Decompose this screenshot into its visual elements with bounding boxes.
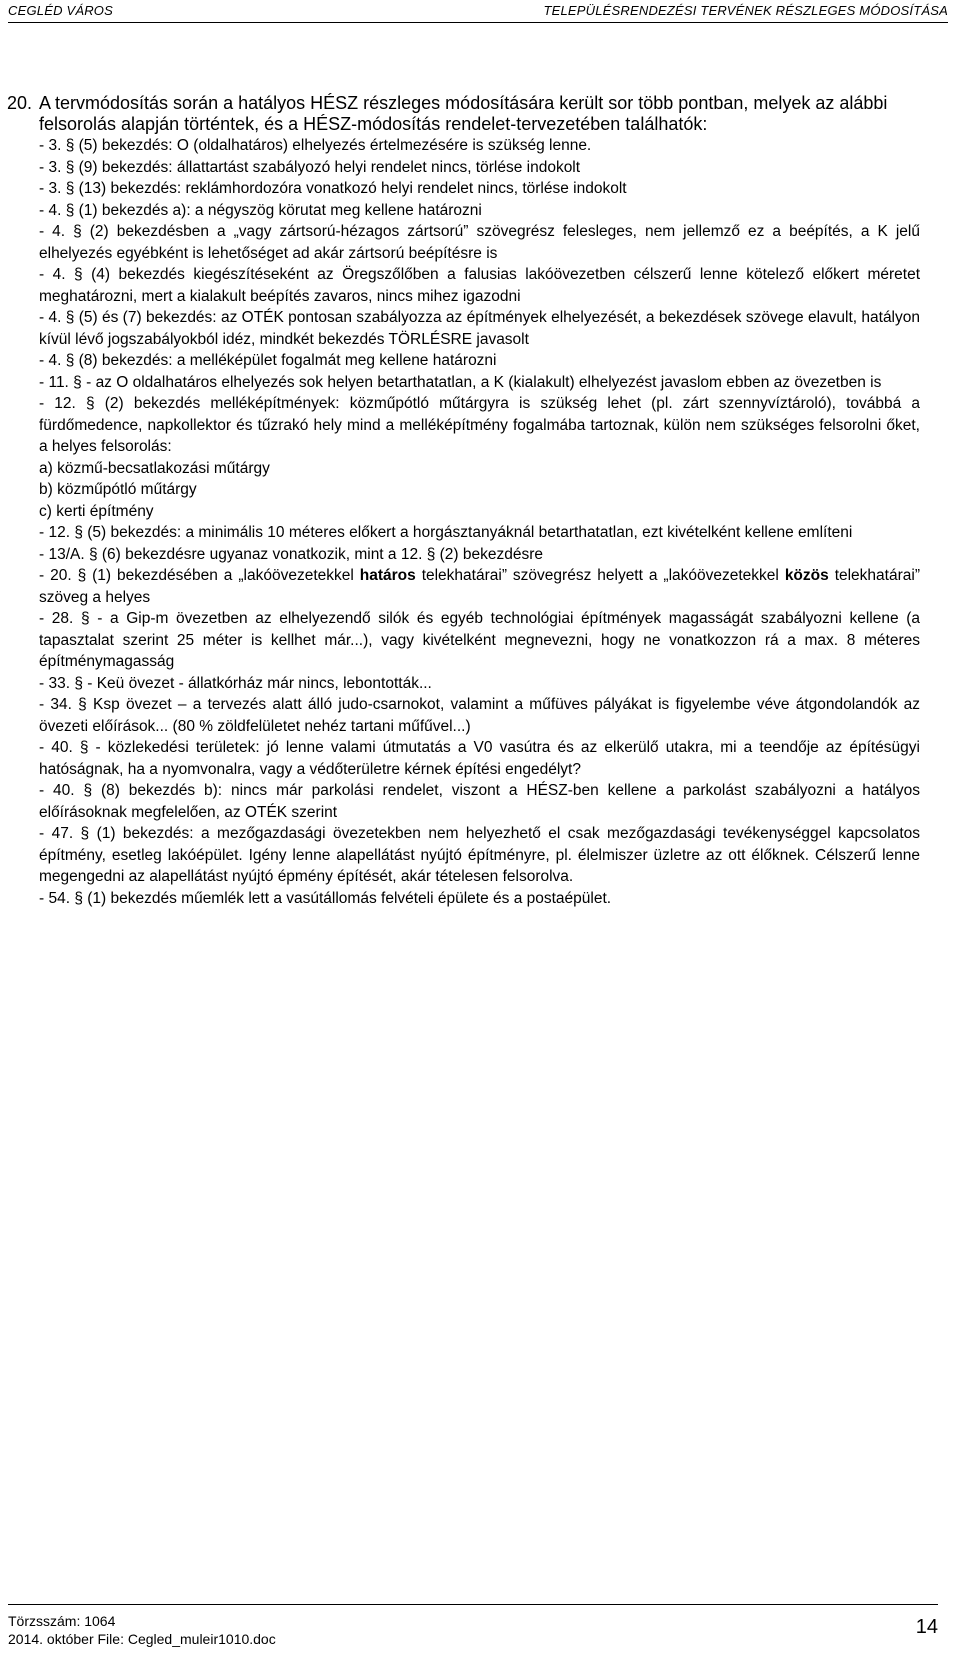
sub-list-item: b) közműpótló műtárgy bbox=[39, 481, 197, 498]
list-item: - 47. § (1) bekezdés: a mezőgazdasági övezetekben nem helyezhető el csak mezőgazdasági tevékenységgel kapcsolatos építmény, esetleg lakóépület. Igény lenne alapellátást nyújtó építményre, pl. élelmiszer üzletre az ott élőknek. Célszerű lenne megengedni az alapellátást nyújtó épmény építését, akár tételesen felsorolva. bbox=[39, 825, 920, 885]
footer-divider bbox=[8, 1604, 938, 1605]
page-footer bbox=[8, 1612, 938, 1648]
item20-bold-kozos: közös bbox=[784, 567, 829, 584]
list-item: - 12. § (5) bekezdés: a minimális 10 méteres előkert a horgásztanyáknál betarthatatlan, ezt kivételként kellene említeni bbox=[39, 524, 853, 541]
sub-list-item: c) kerti építmény bbox=[39, 502, 154, 520]
list-item: - 3. § (9) bekezdés: állattartást szabályozó helyi rendelet nincs, törlése indokolt bbox=[39, 158, 581, 176]
main-content bbox=[7, 93, 920, 909]
list-item: - 4. § (1) bekezdés a): a négyszög körutat meg kellene határozni bbox=[39, 201, 482, 219]
item20-middle: telekhatárai” szövegrész helyett a „lakóövezetekkel bbox=[415, 567, 785, 584]
list-item: - 12. § (2) bekezdés melléképítmények: közműpótló műtárgyra is szükség lehet (pl. zárt szennyvíztároló), továbbá a fürdőmedence, napkollektor és tűzrakó hely mind a melléképítmény fogalmába tartoznak, külön nem szükséges felsorolni őket, a helyes felsorolás: bbox=[39, 395, 920, 455]
page-number: 14 bbox=[915, 1616, 938, 1638]
list-item: - 13/A. § (6) bekezdésre ugyanaz vonatkozik, mint a 12. § (2) bekezdésre bbox=[39, 545, 544, 563]
header-left-title: CEGLÉD VÁROS bbox=[8, 3, 113, 18]
list-item: - 3. § (5) bekezdés: O (oldalhatáros) elhelyezés értelmezésére is szükség lenne. bbox=[39, 137, 592, 154]
list-item: - 34. § Ksp övezet – a tervezés alatt álló judo-csarnokot, valamint a műfüves pályákat is figyelembe véve átgondolandók az övezeti előírások... (80 % zöldfelületet nehéz tartani műfűvel...) bbox=[39, 696, 920, 735]
page-header bbox=[8, 0, 948, 23]
item20-suffix: telekhatárai” szöveg a helyes bbox=[39, 567, 920, 606]
list-item: - 4. § (5) és (7) bekezdés: az OTÉK pontosan szabályozza az építmények elhelyezését, a bekezdések szövege elavult, hatályon kívül lévő jogszabályokból idéz, mindkét bekezdés TÖRLÉSRE javasolt bbox=[39, 309, 920, 348]
list-item: - 4. § (8) bekezdés: a melléképület fogalmát meg kellene határozni bbox=[39, 352, 497, 369]
footer-registry-number: Törzsszám: 1064 bbox=[8, 1613, 116, 1629]
list-item: - 4. § (2) bekezdésben a „vagy zártsorú-hézagos zártsorú” szövegrész felesleges, nem jellemző ez a beépítés, a K jelű elhelyezés egyébként is lehetőséget ad akár zártsorú beépítésre is bbox=[39, 223, 920, 262]
sub-list-item: a) közmű-becsatlakozási műtárgy bbox=[39, 459, 270, 477]
list-item: - 4. § (4) bekezdés kiegészítéseként az Öregszőlőben a falusias lakóövezetben célszerű lenne kötelező előkert méretet meghatározni, mert a kialakult beépítés zavaros, nincs mihez igazodni bbox=[39, 266, 920, 305]
list-item-20 bbox=[39, 565, 920, 608]
list-item: - 33. § - Keü övezet - állatkórház már nincs, lebontották... bbox=[39, 674, 432, 692]
item20-prefix: - 20. § (1) bekezdésében a „lakóövezetekkel bbox=[39, 567, 360, 584]
list-item: - 40. § - közlekedési területek: jó lenne valami útmutatás a V0 vasútra és az elkerülő utakra, mi a teendője az építésügyi hatóságnak, ha a nyomvonalra, vagy a védőterületre kérnek építési engedélyt? bbox=[39, 739, 920, 778]
list-item: - 28. § - a Gip-m övezetben az elhelyezendő silók és egyéb technológiai építmények magasságát szabályozni kellene (a tapasztalat szerint 25 méter is kellhet már...), vagy kivételként megnevezni, hogy ne vonatkozzon rá a max. 8 méteres építménymagasság bbox=[39, 610, 920, 670]
item20-bold-hataros: határos bbox=[359, 567, 416, 584]
list-item: - 11. § - az O oldalhatáros elhelyezés sok helyen betarthatatlan, a K (kialakult) elhelyezést javaslom ebben az övezetben is bbox=[39, 373, 882, 391]
section-intro: A tervmódosítás során a hatályos HÉSZ részleges módosítására került sor több pontban, melyek az alábbi felsorolás alapján történtek, és a HÉSZ-módosítás rendelet-tervezetében találhatók: bbox=[39, 93, 888, 134]
list-item: - 54. § (1) bekezdés műemlék lett a vasútállomás felvételi épülete és a postaépület. bbox=[39, 889, 612, 907]
list-item: - 3. § (13) bekezdés: reklámhordozóra vonatkozó helyi rendelet nincs, törlése indokolt bbox=[39, 180, 627, 197]
list-item: - 40. § (8) bekezdés b): nincs már parkolási rendelet, viszont a HÉSZ-ben kellene a parkolást szabályozni a hatályos előírásoknak megfelelően, az OTÉK szerint bbox=[39, 782, 920, 821]
header-right-title: TELEPÜLÉSRENDEZÉSI TERVÉNEK RÉSZLEGES MÓDOSÍTÁSA bbox=[543, 3, 948, 18]
section-number: 20. bbox=[7, 93, 33, 113]
section-heading bbox=[7, 93, 920, 135]
footer-file-info: 2014. október File: Cegled_muleir1010.doc bbox=[8, 1631, 276, 1647]
